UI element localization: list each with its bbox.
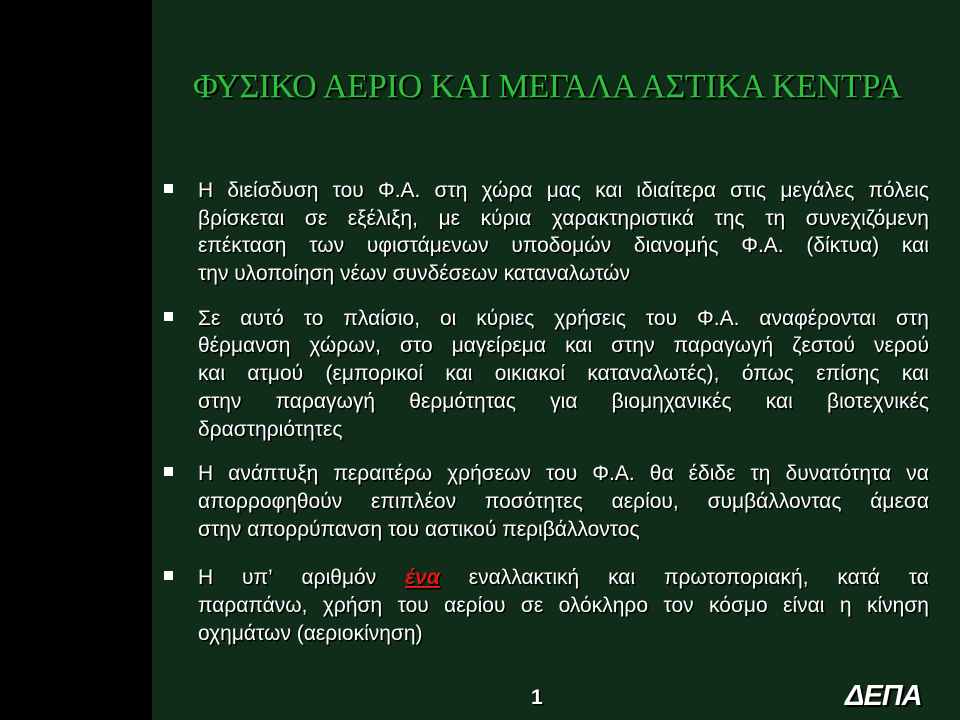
bullet-list [164, 177, 929, 647]
line-word: του [546, 462, 578, 486]
line-word: και [595, 179, 623, 202]
line-word: πρωτοποριακή, [663, 566, 809, 590]
line-word: και [445, 362, 473, 386]
line-word: υφιστάμενων [366, 234, 489, 258]
line-text: στην απορρύπανση του αστικού περιβάλλοντος [198, 517, 640, 541]
line-word: το [303, 306, 324, 330]
bullet-line [198, 516, 929, 544]
line-word: ζεστού [792, 334, 855, 358]
line-word: στο [400, 334, 433, 358]
line-word: της [714, 206, 745, 230]
line-text: οχημάτων (αεριοκίνηση) [198, 621, 423, 645]
line-word: του [645, 306, 678, 330]
bullet-line [198, 260, 929, 288]
line-word: Σε [198, 306, 221, 330]
line-word: άμεσα [870, 489, 929, 513]
line-word: παραγωγή [275, 389, 376, 413]
bullet-marker-icon [164, 312, 173, 321]
bullet-marker-icon [164, 184, 173, 193]
line-word: Φ.Α. [741, 234, 784, 258]
line-word: ποσότητες [484, 489, 583, 513]
line-word: και [608, 566, 636, 590]
line-word: (δίκτυα) [806, 234, 880, 258]
bullet-marker-icon [164, 467, 173, 476]
line-word: χρήσεις [554, 306, 626, 330]
line-word: (εμπορικοί [325, 362, 424, 386]
line-word: καταναλωτές), [587, 362, 720, 386]
line-word: για [550, 389, 578, 413]
line-word: θέρμανση [198, 334, 291, 358]
line-word: με [438, 206, 461, 230]
line-word: παραπάνω, [198, 593, 308, 617]
line-word: πόλεις [868, 179, 929, 202]
line-word: ιδιαίτερα [636, 179, 716, 202]
line-word: χώρα [481, 179, 533, 202]
line-word: χρήσεων [447, 462, 531, 486]
line-word: πλαίσιο, [343, 306, 421, 330]
line-word: στην [198, 389, 242, 413]
line-word: σε [520, 593, 544, 617]
bullet-line [198, 305, 929, 333]
line-word: αερίου, [611, 489, 679, 513]
line-word: η [839, 593, 852, 617]
line-word: κύρια [480, 206, 532, 230]
line-word: του [332, 179, 364, 202]
line-word: τα [908, 566, 929, 590]
line-word: επίσης [816, 362, 880, 386]
line-word: εναλλακτική [468, 566, 580, 590]
bullet-line [198, 620, 929, 648]
line-word: διείσδυση [227, 179, 319, 202]
line-word: αναφέρονται [759, 306, 877, 330]
line-word: αερίου [444, 593, 506, 617]
line-word: απορροφηθούν [198, 489, 343, 513]
line-word: τη [750, 462, 771, 486]
line-word: εξέλιξη, [347, 206, 418, 230]
line-word: θερμότητας [409, 389, 516, 413]
line-word: κατά [837, 566, 880, 590]
line-word: και [901, 362, 929, 386]
bullet-line [198, 177, 929, 205]
line-word: επιπλέον [371, 489, 457, 513]
line-word: Η [198, 179, 214, 202]
bullet-line [198, 205, 929, 233]
line-word: μεγάλες [780, 179, 855, 202]
highlighted-word: ένα [405, 566, 440, 590]
line-word: να [906, 462, 929, 486]
bullet-line [198, 592, 929, 620]
line-text: δραστηριότητες [198, 417, 343, 441]
line-word: είναι [783, 593, 825, 617]
line-word: Φ.Α. [592, 462, 635, 486]
line-word: οι [439, 306, 457, 330]
bullet-line [198, 360, 929, 388]
line-word: χρήση [322, 593, 383, 617]
bullet-line [198, 416, 929, 444]
bullet-item [164, 564, 929, 647]
line-word: συνεχιζόμενη [805, 206, 929, 230]
bullet-line [198, 332, 929, 360]
line-word: Η [198, 566, 214, 590]
line-word: στη [896, 306, 929, 330]
bullet-item [164, 177, 929, 288]
line-word: χαρακτηριστικά [551, 206, 694, 230]
line-word: και [565, 334, 593, 358]
bullet-item [164, 305, 929, 443]
page-number: 1 [531, 686, 543, 709]
line-word: στην [611, 334, 655, 358]
line-word: παραγωγή [673, 334, 774, 358]
line-word: όπως [741, 362, 794, 386]
line-word: του [397, 593, 429, 617]
line-word: αριθμόν [301, 566, 377, 590]
line-word: κύριες [476, 306, 535, 330]
line-word: και [901, 234, 929, 258]
line-text: την υλοποίηση νέων συνδέσεων καταναλωτών [198, 262, 631, 286]
line-word: υποδομών [511, 234, 612, 258]
line-word: μαγείρεμα [451, 334, 547, 358]
line-word: σε [304, 206, 328, 230]
line-word: συμβάλλοντας [707, 489, 842, 513]
line-word: τη [765, 206, 786, 230]
slide-title: ΦΥΣΙΚΟ ΑΕΡΙΟ ΚΑΙ ΜΕΓΑΛΑ ΑΣΤΙΚΑ ΚΕΝΤΡΑ [193, 68, 902, 105]
line-word: Φ.Α. [377, 179, 421, 202]
bullet-item [164, 460, 929, 543]
bullet-line [198, 564, 929, 592]
line-word: θα [649, 462, 674, 486]
bullet-marker-icon [164, 571, 173, 580]
bullet-line [198, 488, 929, 516]
line-word: κίνηση [866, 593, 929, 617]
line-word: χώρων, [309, 334, 381, 358]
line-word: δυνατότητα [785, 462, 892, 486]
line-word: Η [198, 462, 214, 486]
line-word: αυτό [240, 306, 284, 330]
line-word: περαιτέρω [333, 462, 433, 486]
line-word: βρίσκεται [198, 206, 285, 230]
line-word: στη [434, 179, 468, 202]
line-word: οικιακοί [494, 362, 566, 386]
company-logo: ΔΕΠΑ [845, 680, 922, 712]
line-word: και [765, 389, 793, 413]
bullet-line [198, 460, 929, 488]
line-word: διανομής [633, 234, 719, 258]
line-word: επέκταση [198, 234, 287, 258]
line-word: βιοτεχνικές [827, 389, 929, 413]
line-word: και [198, 362, 226, 386]
line-word: υπ’ [242, 566, 273, 590]
line-word: νερού [874, 334, 929, 358]
line-word: κόσμο [709, 593, 768, 617]
bullet-line [198, 388, 929, 416]
line-word: ανάπτυξη [228, 462, 319, 486]
line-word: βιομηχανικές [611, 389, 732, 413]
bullet-line [198, 232, 929, 260]
line-word: των [309, 234, 345, 258]
line-word: ολόκληρο [558, 593, 649, 617]
line-word: στις [730, 179, 767, 202]
line-word: τον [663, 593, 694, 617]
line-word: Φ.Α. [697, 306, 740, 330]
line-word: ατμού [247, 362, 304, 386]
line-word: έδιδε [688, 462, 736, 486]
line-word: μας [546, 179, 582, 202]
